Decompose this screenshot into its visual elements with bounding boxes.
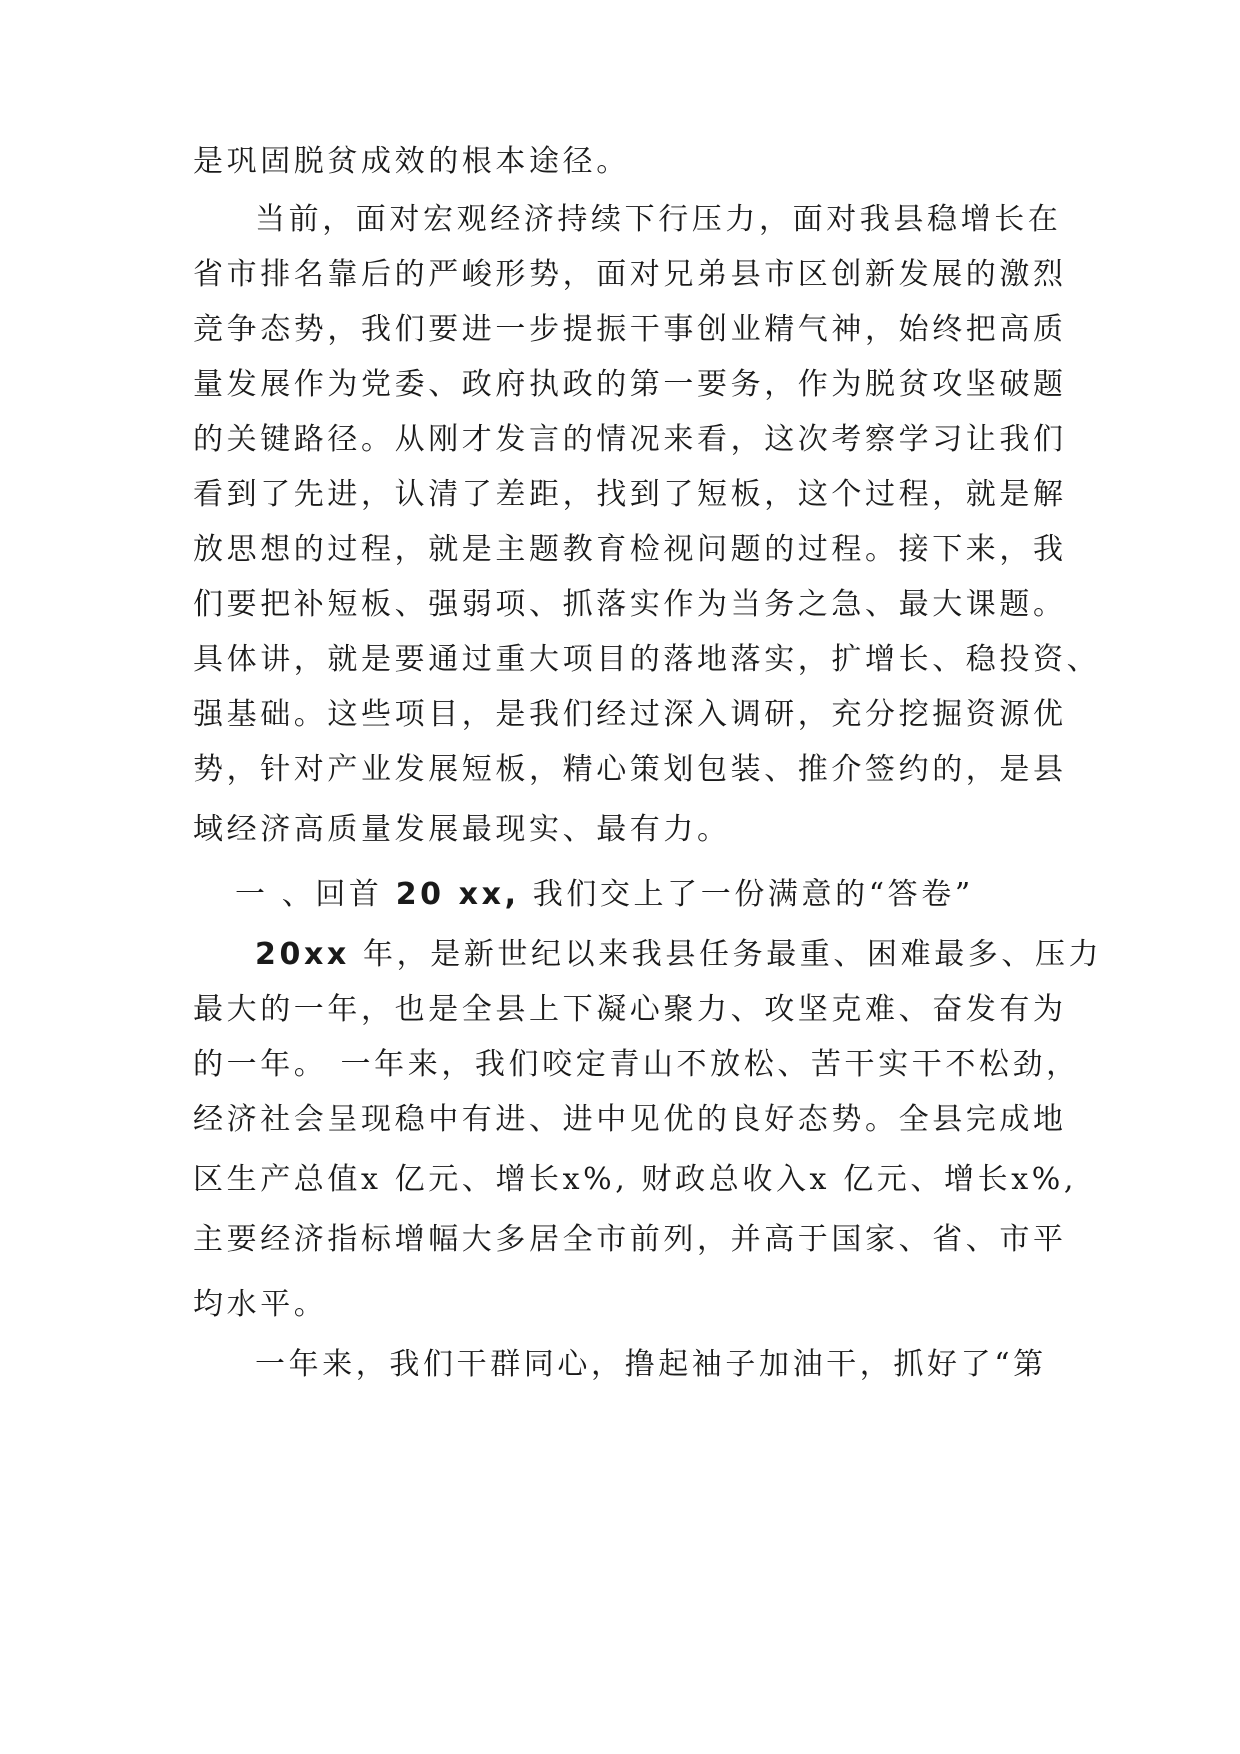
text-line: 区生产总值x 亿元、增长x%, 财政总收入x 亿元、增长x%,: [193, 1162, 1077, 1197]
text-line: 当前，面对宏观经济持续下行压力，面对我县稳增长在: [255, 202, 1062, 237]
text-line: 看到了先进，认清了差距，找到了短板，这个过程，就是解: [193, 477, 1067, 512]
text-line: 们要把补短板、强弱项、抓落实作为当务之急、最大课题。: [193, 587, 1067, 622]
text-line: 最大的一年，也是全县上下凝心聚力、攻坚克难、奋发有为: [193, 992, 1067, 1027]
text-line: 竞争态势，我们要进一步提振干事创业精气神，始终把高质: [193, 312, 1067, 347]
text-line: 省市排名靠后的严峻形势，面对兄弟县市区创新发展的激烈: [193, 257, 1067, 292]
heading-year: 20 xx,: [395, 877, 520, 912]
heading-rest: 我们交上了一份满意的“答卷”: [519, 877, 974, 912]
text-line: [255, 935, 1102, 975]
text-line: 是巩固脱贫成效的根本途径。: [193, 144, 630, 179]
heading-prefix: 一 、回首: [235, 877, 396, 912]
text-line: 的一年。 一年来，我们咬定青山不放松、苦干实干不松劲，: [193, 1047, 1080, 1082]
para-lead-text: 年，是新世纪以来我县任务最重、困难最多、压力: [349, 937, 1103, 972]
text-line: 势，针对产业发展短板，精心策划包装、推介签约的，是县: [193, 752, 1067, 787]
para-lead-year: 20xx: [255, 937, 350, 972]
text-line: 放思想的过程，就是主题教育检视问题的过程。接下来，我: [193, 532, 1067, 567]
text-line: 量发展作为党委、政府执政的第一要务，作为脱贫攻坚破题: [193, 367, 1067, 402]
text-line: 域经济高质量发展最现实、最有力。: [193, 812, 731, 847]
text-line: 一年来，我们干群同心，撸起袖子加油干，抓好了“第: [255, 1347, 1047, 1382]
section-heading: [235, 875, 974, 915]
text-line: 均水平。: [193, 1287, 328, 1322]
text-line: 经济社会呈现稳中有进、进中见优的良好态势。全县完成地: [193, 1102, 1067, 1137]
text-line: 主要经济指标增幅大多居全市前列，并高于国家、省、市平: [193, 1222, 1067, 1257]
text-line: 强基础。这些项目，是我们经过深入调研，充分挖掘资源优: [193, 697, 1067, 732]
text-line: 具体讲，就是要通过重大项目的落地落实，扩增长、稳投资、: [193, 642, 1101, 677]
text-line: 的关键路径。从刚才发言的情况来看，这次考察学习让我们: [193, 422, 1067, 457]
